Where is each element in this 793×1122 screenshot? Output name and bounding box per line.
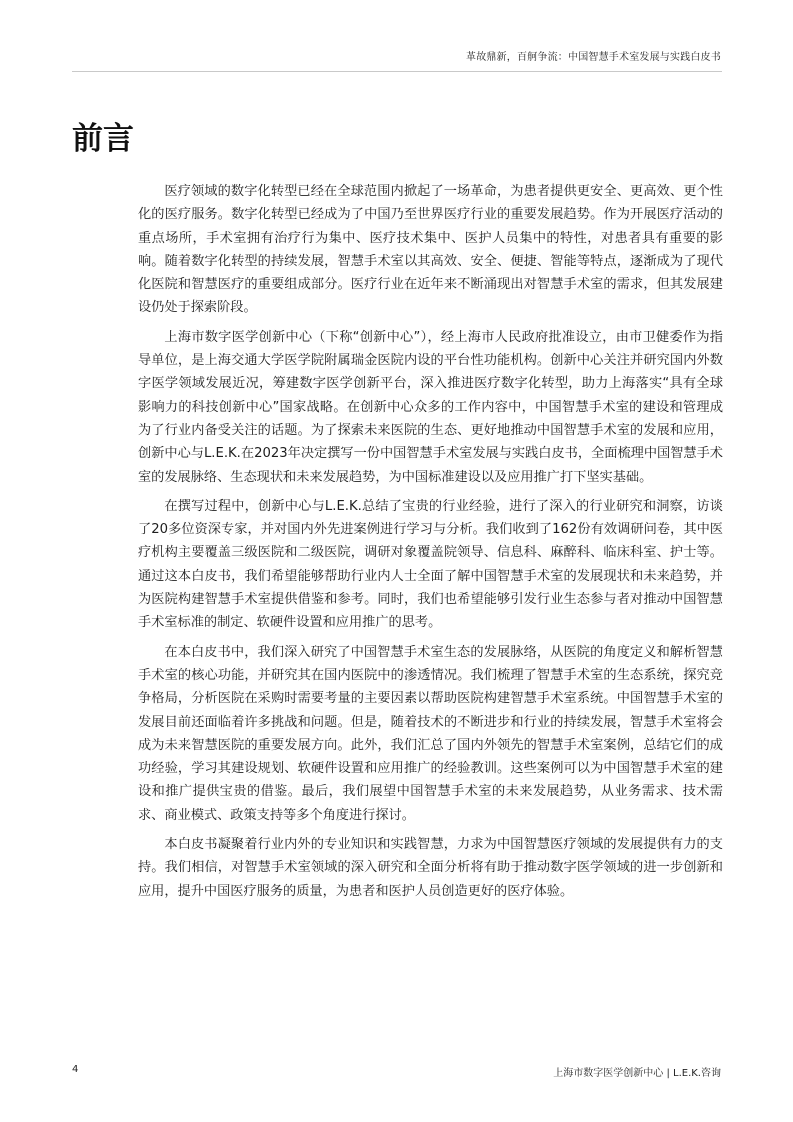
paragraph-4: 在本白皮书中，我们深入研究了中国智慧手术室生态的发展脉络，从医院的角度定义和解析智慧手术室的核心功能，并研究其在国内医院中的渗透情况。我们梳理了智慧手术室的生态系统，探究竞争格局，分析医院在采购时需要考量的主要因素以帮助医院构建智慧手术室系统。中国智慧手术室的发展目前还面临着许多挑战和问题。但是，随着技术的不断进步和行业的持续发展，智慧手术室将会成为未来智慧医院的重要发展方向。此外，我们汇总了国内外领先的智慧手术室案例，总结它们的成功经验，学习其建设规划、软硬件设置和应用推广的经验教训。这些案例可以为中国智慧手术室的建设和推广提供宝贵的借鉴。最后，我们展望中国智慧手术室的未来发展趋势，从业务需求、技术需求、商业模式、政策支持等多个角度进行探讨。 [138,644,723,823]
paragraph-2: 上海市数字医学创新中心（下称“创新中心”），经上海市人民政府批准设立，由市卫健委作为指导单位，是上海交通大学医学院附属瑞金医院内设的平台性功能机构。创新中心关注并研究国内外数字医学领域发展近况，筹建数字医学创新平台，深入推进医疗数字化转型，助力上海落实“具有全球影响力的科技创新中心”国家战略。在创新中心众多的工作内容中，中国智慧手术室的建设和管理成为了行业内备受关注的话题。为了探索未来医院的生态、更好地推动中国智慧手术室的发展和应用，创新中心与L.E.K.在2023年决定撰写一份中国智慧手术室发展与实践白皮书，全面梳理中国智慧手术室的发展脉络、生态现状和未来发展趋势，为中国标准建设以及应用推广打下坚实基础。 [138,329,723,485]
footer-organizations: 上海市数字医学创新中心 | L.E.K.咨询 [553,1068,721,1079]
page-number: 4 [72,1064,79,1075]
paragraph-1: 医疗领域的数字化转型已经在全球范围内掀起了一场革命，为患者提供更安全、更高效、更个性化的医疗服务。数字化转型已经成为了中国乃至世界医疗行业的重要发展趋势。作为开展医疗活动的重点场所，手术室拥有治疗行为集中、医疗技术集中、医护人员集中的特性，对患者具有重要的影响。随着数字化转型的持续发展，智慧手术室以其高效、安全、便捷、智能等特点，逐渐成为了现代化医院和智慧医疗的重要组成部分。医疗行业在近年来不断涌现出对智慧手术室的需求，但其发展建设仍处于探索阶段。 [138,184,723,316]
header-divider [72,71,722,72]
paragraph-3: 在撰写过程中，创新中心与L.E.K.总结了宝贵的行业经验，进行了深入的行业研究和洞察，访谈了20多位资深专家，并对国内外先进案例进行学习与分析。我们收到了162份有效调研问卷，其中医疗机构主要覆盖三级医院和二级医院，调研对象覆盖院领导、信息科、麻醉科、临床科室、护士等。通过这本白皮书，我们希望能够帮助行业内人士全面了解中国智慧手术室的发展现状和未来趋势，并为医院构建智慧手术室提供借鉴和参考。同时，我们也希望能够引发行业生态参与者对推动中国智慧手术室标准的制定、软硬件设置和应用推广的思考。 [138,498,723,631]
paragraph-5: 本白皮书凝聚着行业内外的专业知识和实践智慧，力求为中国智慧医疗领域的发展提供有力的支持。我们相信，对智慧手术室领域的深入研究和全面分析将有助于推动数字医学领域的进一步创新和应用，提升中国医疗服务的质量，为患者和医护人员创造更好的医疗体验。 [138,837,723,899]
page-title: 前言 [72,121,134,157]
running-header: 革故鼎新，百舸争流：中国智慧手术室发展与实践白皮书 [466,52,721,63]
preface-body [138,180,723,909]
